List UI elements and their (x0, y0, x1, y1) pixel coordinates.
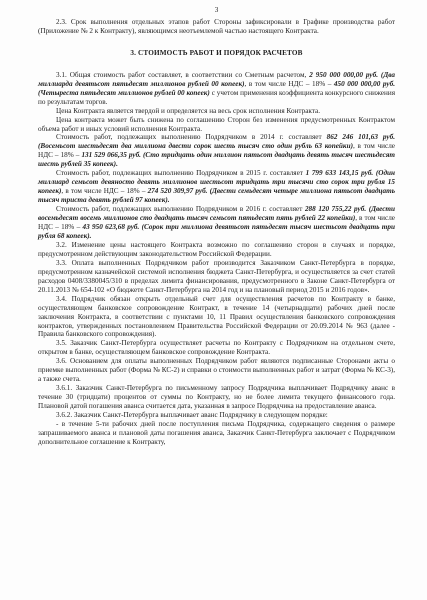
cost-2015-amount: 1 799 633 143,15 руб. (Один миллиард семьсот девяносто девять миллионов шестьсот тридцать три тысячи сто сорок три рубля 15 копеек) (38, 169, 396, 196)
cost-2015 (38, 169, 395, 205)
clause-3-1-text-a: 3.1. Общая стоимость работ составляет, в соответствии со Сметным расчетом, (56, 70, 310, 79)
cost-2016 (38, 205, 395, 241)
cost-2016-text-a: Стоимость работ, подлежащих выполнению Подрядчиком в 2016 г. составляет (56, 205, 305, 214)
cost-2015-vat: 274 520 309,97 руб. (Двести семьдесят четыре миллиона пятьсот двадцать тысяч триста девять рублей 97 копеек). (38, 187, 395, 205)
price-fixed-note: Цена Контракта является твердой и определяется на весь срок исполнения Контракта. (56, 106, 321, 115)
total-vat-amount: 450 000 000,00 руб. (Четыреста пятьдесят миллионов рублей 00 копеек) (38, 79, 395, 97)
cost-2014-text-c: , в том числе НДС – 18% – (38, 142, 395, 160)
cost-2014-vat: 131 529 066,35 руб. (Сто тридцать один миллион пятьсот двадцать девять тысяч шестьдесят шесть рублей 35 копеек). (38, 151, 396, 169)
section-title: 3. СТОИМОСТЬ РАБОТ И ПОРЯДОК РАСЧЕТОВ (130, 48, 303, 57)
cost-2014-text-a: Стоимость работ, подлежащих выполнению Подрядчиком в 2014 г. составляет (56, 133, 327, 142)
clause-3-1-text-e: с учетом применения коэффициента конкурсного снижения по результатам торгов. (38, 88, 396, 106)
cost-2016-vat: 43 950 623,68 руб. (Сорок три миллиона девятьсот пятьдесят тысяч шестьсот двадцать три рубля 68 копеек). (38, 223, 395, 240)
clause-3-4: 3.4. Подрядчик обязан открыть отдельный счет для осуществления расчетов по Контракту в банке, осуществляющем банковское сопровождение Контракт, в течение 14 (четырнадцати) рабочих дней после заключения Контракта, в соответствии с пунктами 10, 11 Правил осуществления банковского сопровождения контрактов, утвержденных постановлением Правительства Российской Федерации от 20.09.2014 № 963 (далее - Правила банковского сопровождения). (38, 294, 395, 339)
cost-2016-amount: 288 120 755,22 руб. (Двести восемьдесят восемь миллионов сто двадцать тысяч семьсот пятьдесят пять рублей 22 копейки) (38, 205, 395, 223)
cost-2014-amount: 862 246 101,63 руб. (Восемьсот шестьдесят два миллиона двести сорок шесть тысяч сто один рубль 63 копейки) (38, 133, 396, 151)
cost-2014 (38, 133, 395, 169)
clause-3-6: 3.6. Основанием для оплаты выполненных Подрядчиком работ являются подписанные Сторонами акты о приемке выполненных работ (Форма № КС-2) и справки о стоимости выполненных работ и затрат (Форма № КС-3), а также счета. (38, 357, 395, 384)
clause-3-2: 3.2. Изменение цены настоящего Контракта возможно по соглашению сторон в случаях и порядке, предусмотренном действующим законодательством Российской Федерации. (38, 240, 395, 258)
cost-2015-text-a: Стоимость работ, подлежащих выполнению Подрядчиком в 2015 г. составляет (56, 169, 306, 178)
clause-3-6-2: 3.6.2. Заказчик Санкт-Петербурга выплачивает аванс Подрядчику в следующем порядке: (56, 411, 328, 420)
clause-3-3: 3.3. Оплата выполненных Подрядчиком работ производится Заказчиком Санкт-Петербурга в порядке, предусмотренном казначейской системой исполнения бюджета Санкт-Петербурга, и осуществляется за счет статей расходов 0408/3380045/310 в пределах лимита финансирования, предусмотренного в Законе Санкт-Петербурга от 20.11.2013 № 654-102 «О бюджете Санкт-Петербурга на 2014 год и на плановый период 2015 и 2016 годов». (38, 258, 395, 294)
clause-2-3: 2.3. Срок выполнения отдельных этапов работ Стороны зафиксировали в Графике производства работ (Приложение № 2 к Контракту), являющимся неотъемлемой частью настоящего Контракта. (38, 17, 395, 35)
cost-2015-text-c: , в том числе НДС – 18% – (61, 187, 148, 196)
clause-3-6-1: 3.6.1. Заказчик Санкт-Петербурга по письменному запросу Подрядчика выплачивает Подрядчику аванс в течение 30 (тридцати) процентов от суммы по Контракту, но не более лимита текущего финансового года. Плановой датой погашения аванса считается дата, указанная в запросе Подрядчика на предоставление аванса. (38, 384, 395, 411)
cost-2016-text-c: , в том числе НДС – 18% – (38, 214, 395, 232)
clause-3-5: 3.5. Заказчик Санкт-Петербурга осуществляет расчеты по Контракту с Подрядчиком на отдельном счете, открытом в банке, осуществляющем банковское сопровождение Контракта. (38, 339, 395, 357)
clause-3-6-2-item: - в течение 5-ти рабочих дней после поступления письма Подрядчика, содержащего сведения о размере запрашиваемого аванса и плановой даты погашения аванса, Заказчик Санкт-Петербурга заключает с Подрядчиком дополнительное соглашение к Контракту, (38, 419, 395, 446)
page-number: 3 (214, 6, 219, 14)
clause-3-1 (38, 71, 395, 107)
clause-3-1-text-c: , в том числе НДС – 18% – (244, 79, 334, 88)
price-reduction-note: Цена контракта может быть снижена по соглашению Сторон без изменения предусмотренных Контрактом объема работ и иных условий исполнения Контракта. (38, 115, 395, 133)
total-amount: 2 950 000 000,00 руб. (Два миллиарда девятьсот пятьдесят миллионов рублей 00 копеек) (38, 70, 395, 88)
